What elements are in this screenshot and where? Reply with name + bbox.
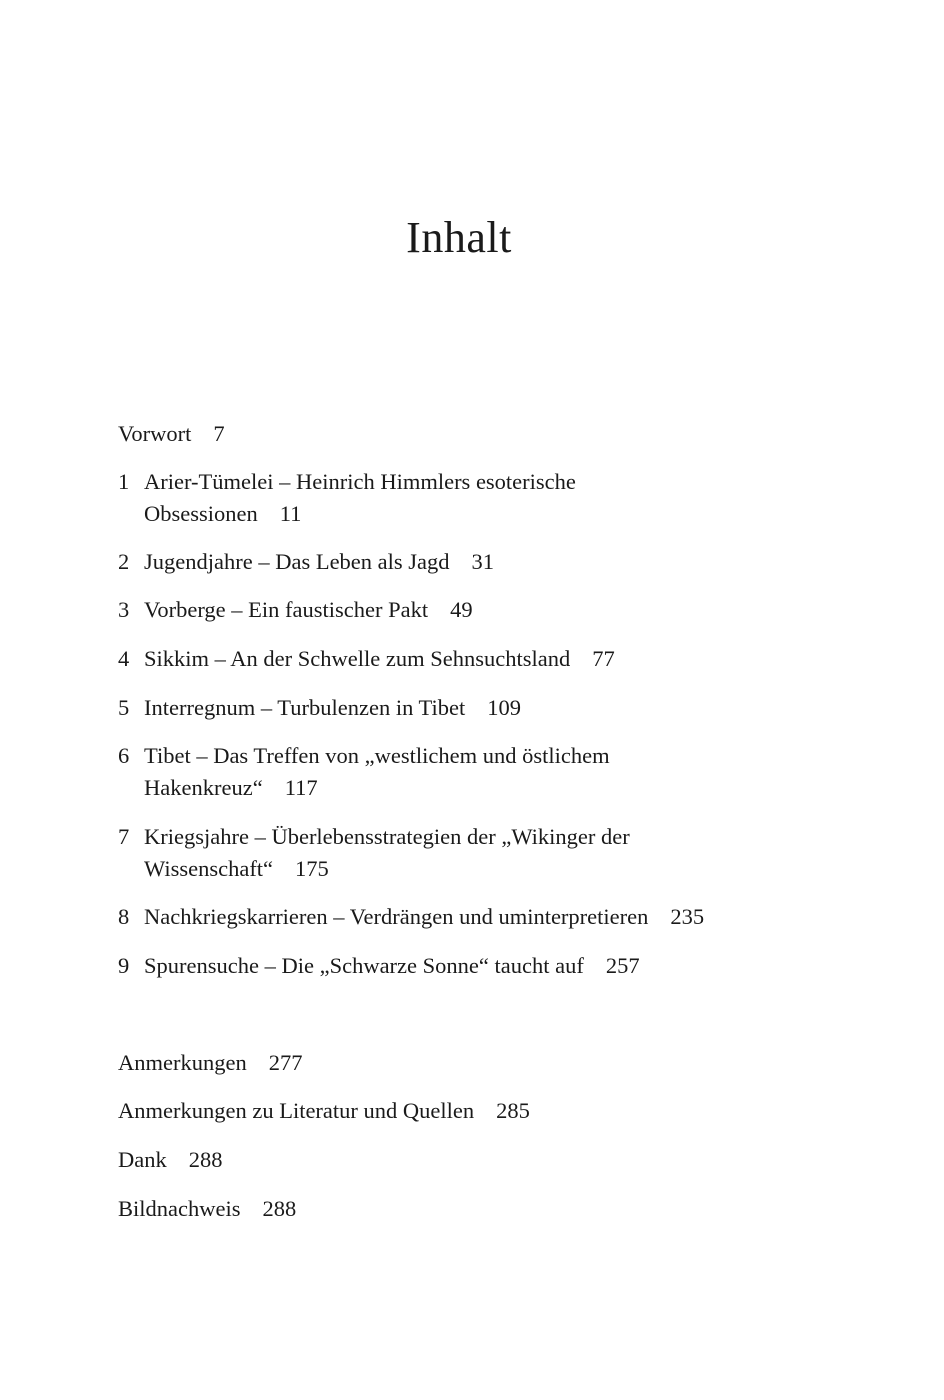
page-number: 109 (487, 695, 521, 720)
chapter-number: 7 (118, 824, 130, 849)
page-number: 175 (295, 856, 329, 881)
toc-entry-chapter-2[interactable] (118, 546, 494, 578)
chapter-title-line-2: Wissenschaft“ (144, 856, 274, 881)
page-number: 49 (450, 597, 473, 622)
entry-label: Anmerkungen (118, 1050, 247, 1075)
chapter-number: 3 (118, 597, 130, 622)
toc-entry-chapter-4[interactable] (118, 643, 615, 675)
toc-entry-dank[interactable] (118, 1144, 223, 1176)
chapter-title-line-1: Kriegsjahre – Überlebensstrategien der „Wikinger der (144, 824, 630, 849)
chapter-title-line-1: Arier-Tümelei – Heinrich Himmlers esoterische (144, 469, 576, 494)
page-title: Inhalt (406, 213, 512, 262)
toc-entry-chapter-6[interactable] (118, 740, 610, 804)
toc-entry-bildnachweis[interactable] (118, 1193, 296, 1225)
page-number: 77 (592, 646, 615, 671)
chapter-number: 1 (118, 469, 130, 494)
page-number: 117 (284, 775, 318, 800)
chapter-title: Sikkim – An der Schwelle zum Sehnsuchtsland (144, 646, 571, 671)
chapter-title: Interregnum – Turbulenzen in Tibet (144, 695, 466, 720)
chapter-title-line-1: Tibet – Das Treffen von „westlichem und östlichem (144, 743, 610, 768)
toc-entry-chapter-5[interactable] (118, 692, 521, 724)
chapter-title: Nachkriegskarrieren – Verdrängen und uminterpretieren (144, 904, 649, 929)
toc-entry-literatur-quellen[interactable] (118, 1095, 530, 1127)
chapter-number: 4 (118, 646, 130, 671)
page-number: 257 (605, 953, 640, 978)
page-number: 31 (471, 549, 495, 574)
entry-label: Vorwort (118, 421, 192, 446)
page-number: 288 (188, 1147, 223, 1172)
toc-entry-chapter-7[interactable] (118, 821, 630, 885)
chapter-number: 5 (118, 695, 130, 720)
toc-entry-chapter-9[interactable] (118, 950, 640, 982)
page-number: 277 (268, 1050, 303, 1075)
chapter-number: 6 (118, 743, 130, 768)
chapter-title: Vorberge – Ein faustischer Pakt (144, 597, 429, 622)
chapter-title-line-2: Obsessionen (144, 501, 258, 526)
chapter-number: 2 (118, 549, 130, 574)
chapter-title-line-2: Hakenkreuz“ (144, 775, 263, 800)
entry-label: Bildnachweis (118, 1196, 241, 1221)
toc-entry-vorwort[interactable] (118, 418, 225, 450)
page-number: 288 (262, 1196, 297, 1221)
toc-entry-chapter-3[interactable] (118, 594, 473, 626)
chapter-number: 9 (118, 953, 130, 978)
page-number: 285 (496, 1098, 530, 1123)
entry-label: Dank (118, 1147, 167, 1172)
entry-label: Anmerkungen zu Literatur und Quellen (118, 1098, 475, 1123)
page-number: 235 (670, 904, 705, 929)
chapter-number: 8 (118, 904, 130, 929)
page-number: 7 (213, 421, 225, 446)
toc-entry-chapter-8[interactable] (118, 901, 704, 933)
toc-entry-anmerkungen[interactable] (118, 1047, 302, 1079)
chapter-title: Spurensuche – Die „Schwarze Sonne“ taucht auf (144, 953, 584, 978)
chapter-title: Jugendjahre – Das Leben als Jagd (144, 549, 450, 574)
page-number: 11 (279, 501, 302, 526)
toc-entry-chapter-1[interactable] (118, 466, 576, 530)
